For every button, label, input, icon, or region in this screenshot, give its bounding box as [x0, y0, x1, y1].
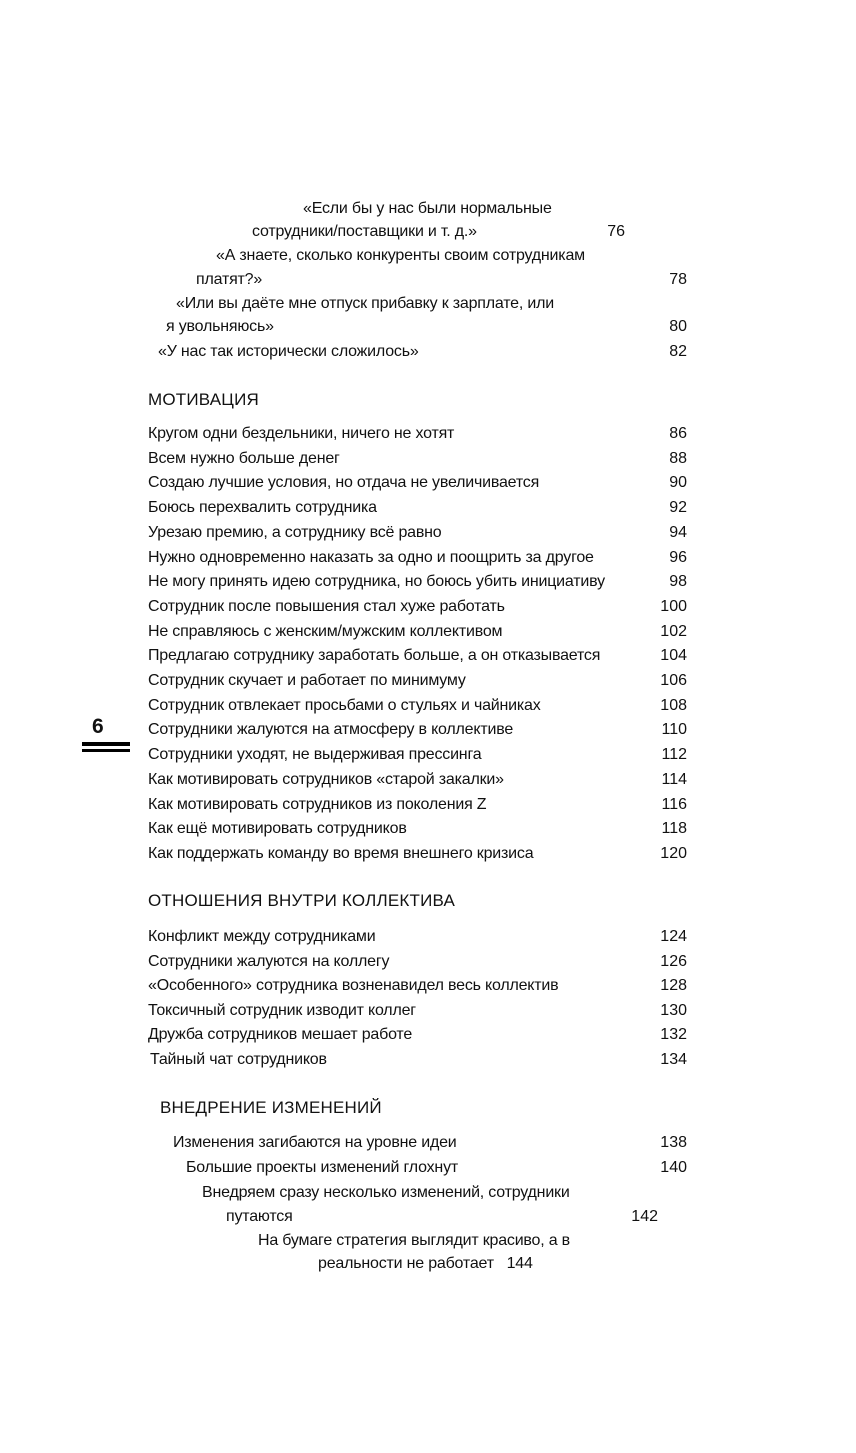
- toc-page: 142: [631, 1208, 658, 1225]
- toc-page: 104: [660, 647, 687, 664]
- toc-page: 144: [506, 1255, 533, 1272]
- toc-entry: На бумаге стратегия выглядит красиво, а в: [258, 1232, 570, 1249]
- section-title: ОТНОШЕНИЯ ВНУТРИ КОЛЛЕКТИВА: [148, 891, 456, 910]
- toc-page: 106: [660, 672, 687, 689]
- toc-page: 90: [669, 474, 687, 491]
- toc-entry: платят?»: [196, 271, 263, 288]
- toc-entry: Сотрудник отвлекает просьбами о стульях и чайниках: [148, 697, 541, 714]
- toc-page: 132: [660, 1026, 687, 1043]
- toc-entry: Урезаю премию, а сотруднику всё равно: [148, 524, 442, 541]
- toc-page: 112: [661, 746, 687, 763]
- toc-page: 82: [669, 343, 687, 360]
- toc-page: 110: [661, 721, 687, 738]
- toc-page: 76: [607, 223, 625, 240]
- toc-entry: «У нас так исторически сложилось»: [158, 343, 419, 360]
- toc-entry: Сотрудники жалуются на коллегу: [148, 953, 390, 970]
- toc-page: 138: [660, 1134, 687, 1151]
- toc-entry: [318, 1254, 533, 1274]
- toc-entry: Внедряем сразу несколько изменений, сотрудники: [202, 1184, 570, 1201]
- toc-entry: Не справляюсь с женским/мужским коллективом: [148, 623, 503, 640]
- toc-entry: «Особенного» сотрудника возненавидел весь коллектив: [148, 977, 559, 994]
- toc-entry: я увольняюсь»: [166, 318, 274, 335]
- toc-entry: Сотрудники жалуются на атмосферу в коллективе: [148, 721, 514, 738]
- toc-entry: Сотрудник после повышения стал хуже работать: [148, 598, 505, 615]
- toc-entry: Предлагаю сотруднику заработать больше, а он отказывается: [148, 647, 601, 664]
- toc-entry: Сотрудник скучает и работает по минимуму: [148, 672, 466, 689]
- toc-entry: «Если бы у нас были нормальные: [303, 200, 552, 217]
- toc-page: 140: [660, 1159, 687, 1176]
- toc-entry: Боюсь перехвалить сотрудника: [148, 499, 377, 516]
- toc-entry: Тайный чат сотрудников: [150, 1051, 327, 1068]
- toc-page: 114: [661, 771, 687, 788]
- toc-entry: Изменения загибаются на уровне идеи: [173, 1134, 457, 1151]
- toc-page: 94: [669, 524, 687, 541]
- toc-page: 100: [660, 598, 687, 615]
- toc-page: 116: [661, 796, 687, 813]
- toc-page: 128: [660, 977, 687, 994]
- toc-entry: Нужно одновременно наказать за одно и поощрить за другое: [148, 549, 594, 566]
- toc-page: 124: [660, 928, 687, 945]
- toc-page: 134: [660, 1051, 687, 1068]
- toc-entry: Как поддержать команду во время внешнего кризиса: [148, 845, 534, 862]
- toc-entry: Создаю лучшие условия, но отдача не увеличивается: [148, 474, 540, 491]
- toc-page: 130: [660, 1002, 687, 1019]
- toc-entry: Конфликт между сотрудниками: [148, 928, 376, 945]
- toc-entry: Кругом одни бездельники, ничего не хотят: [148, 425, 455, 442]
- section-title: МОТИВАЦИЯ: [148, 390, 259, 409]
- toc-entry: Сотрудники уходят, не выдерживая прессинга: [148, 746, 482, 763]
- toc-page: 120: [660, 845, 687, 862]
- toc-entry: путаются: [226, 1208, 293, 1225]
- toc-page: 96: [669, 549, 687, 566]
- toc-page: 80: [669, 318, 687, 335]
- toc-page: 126: [660, 953, 687, 970]
- toc-page: 92: [669, 499, 687, 516]
- toc-entry-text: реальности не работает: [318, 1255, 494, 1272]
- toc-page: 86: [669, 425, 687, 442]
- toc-page: 108: [660, 697, 687, 714]
- toc-entry: Как мотивировать сотрудников из поколения Z: [148, 796, 487, 813]
- toc-page: 78: [669, 271, 687, 288]
- toc-page: 98: [669, 573, 687, 590]
- toc-entry: Всем нужно больше денег: [148, 450, 340, 467]
- toc-entry: «А знаете, сколько конкуренты своим сотрудникам: [216, 247, 585, 264]
- toc-entry: Не могу принять идею сотрудника, но боюсь убить инициативу: [148, 573, 605, 590]
- toc-entry: «Или вы даёте мне отпуск прибавку к зарплате, или: [176, 295, 554, 312]
- section-title: ВНЕДРЕНИЕ ИЗМЕНЕНИЙ: [160, 1098, 382, 1117]
- toc-entry: Дружба сотрудников мешает работе: [148, 1026, 413, 1043]
- toc-entry: Как мотивировать сотрудников «старой закалки»: [148, 771, 504, 788]
- page-folio: 6: [92, 715, 104, 738]
- toc-page: 102: [660, 623, 687, 640]
- folio-rule: [82, 749, 130, 752]
- toc-page: 88: [669, 450, 687, 467]
- toc-page: 118: [661, 820, 687, 837]
- toc-entry: Токсичный сотрудник изводит коллег: [148, 1002, 416, 1019]
- toc-entry: Большие проекты изменений глохнут: [186, 1159, 458, 1176]
- toc-entry: Как ещё мотивировать сотрудников: [148, 820, 407, 837]
- toc-entry: сотрудники/поставщики и т. д.»: [252, 223, 477, 240]
- folio-rule: [82, 742, 130, 746]
